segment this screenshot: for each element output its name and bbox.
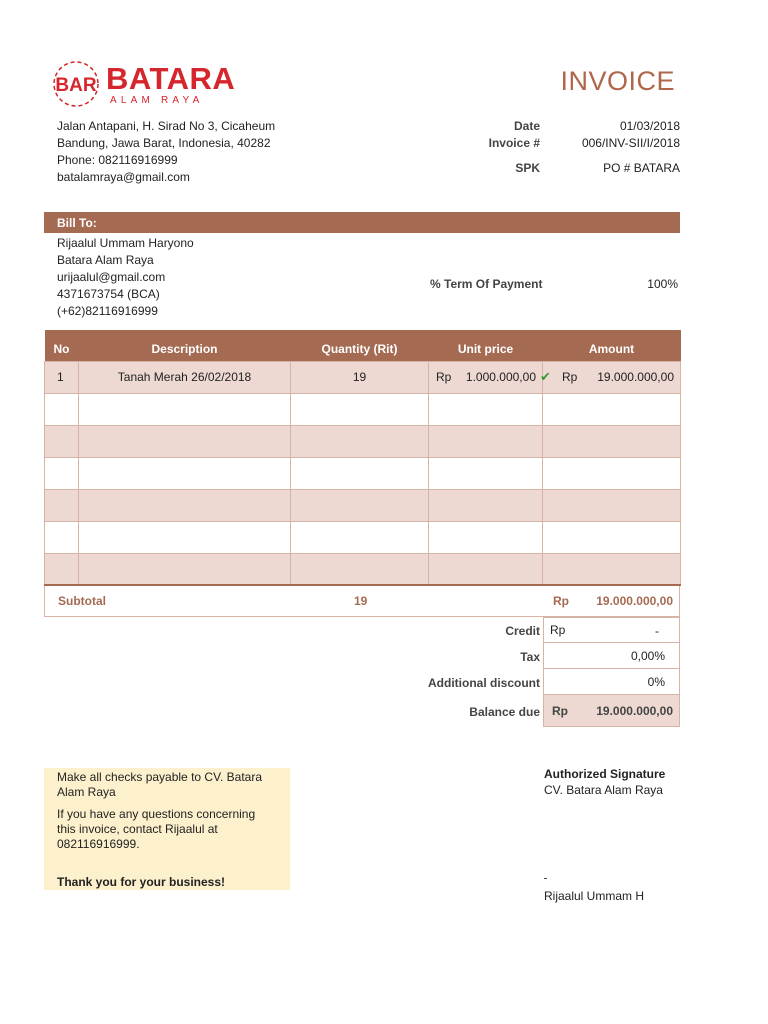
bill-to-company: Batara Alam Raya: [57, 253, 154, 267]
signature-line: [544, 878, 547, 879]
row-unit-price: [429, 361, 543, 393]
date-value: 01/03/2018: [619, 119, 680, 133]
tax-value: 0,00%: [630, 649, 665, 663]
company-email: batalamraya@gmail.com: [57, 170, 190, 184]
table-row-empty: [45, 521, 681, 553]
discount-box: [543, 669, 680, 695]
currency-symbol: Rp: [436, 369, 452, 384]
company-logo: [52, 60, 242, 112]
subtotal-amount: 19.000.000,00: [596, 594, 673, 608]
row-amount: [540, 361, 681, 393]
bill-to-details: [57, 235, 194, 320]
items-table: [44, 330, 681, 586]
unit-price-value: 1.000.000,00: [465, 369, 536, 384]
credit-label: Credit: [505, 624, 540, 638]
balance-currency: Rp: [552, 704, 568, 718]
company-logo-mark-icon: [52, 60, 100, 108]
header-unit-price: Unit price: [429, 330, 543, 361]
bill-to-name: Rijaalul Ummam Haryono: [57, 236, 194, 250]
signer-name: Rijaalul Ummam H: [544, 889, 645, 903]
signature-block: [544, 766, 665, 798]
bill-to-email: urijaalul@gmail.com: [57, 270, 166, 284]
invoice-title: INVOICE: [560, 66, 675, 96]
bill-to-heading: Bill To:: [44, 212, 680, 233]
company-address-line: Jalan Antapani, H. Sirad No 3, Cicaheum: [57, 119, 276, 133]
spk-label: SPK: [515, 161, 540, 175]
row-description: Tanah Merah 26/02/2018: [79, 361, 291, 393]
table-row-empty: [45, 457, 681, 489]
header-description: Description: [79, 330, 291, 361]
table-row-empty: [45, 425, 681, 457]
amount-value: 19.000.000,00: [597, 369, 674, 384]
header-quantity: Quantity (Rit): [291, 330, 429, 361]
questions-note: If you have any questions concerning this invoice, contact Rijaalul at 082116916999.: [57, 807, 256, 851]
table-row-empty: [45, 393, 681, 425]
checkmark-icon: ✔: [540, 368, 551, 384]
row-quantity: 19: [291, 361, 429, 393]
table-row-empty: [45, 489, 681, 521]
table-header-row: [45, 330, 681, 361]
checks-note: Make all checks payable to CV. Batara Alam Raya: [57, 770, 263, 799]
discount-value: 0%: [647, 675, 665, 689]
signature-company: CV. Batara Alam Raya: [544, 783, 663, 797]
currency-symbol: Rp: [562, 369, 578, 384]
svg-text:BAR: BAR: [55, 75, 97, 96]
balance-label: Balance due: [469, 705, 540, 719]
invoice-number-value: 006/INV-SII/I/2018: [581, 136, 680, 150]
totals-block: [420, 617, 680, 727]
tax-label: Tax: [520, 650, 540, 664]
tax-box: [543, 643, 680, 669]
row-no: 1: [45, 361, 79, 393]
spk-value: PO # BATARA: [603, 161, 680, 175]
company-address: [57, 118, 275, 186]
term-of-payment-value: 100%: [647, 277, 678, 291]
invoice-meta: [430, 118, 680, 177]
credit-row: [420, 617, 680, 643]
signature-title: Authorized Signature: [544, 767, 666, 781]
subtotal-row: [44, 586, 680, 617]
invoice-number-label: Invoice #: [488, 136, 540, 150]
bill-to-account: 4371673754 (BCA): [57, 287, 160, 301]
discount-label: Additional discount: [428, 676, 540, 690]
subtotal-currency: Rp: [553, 594, 569, 608]
balance-value: 19.000.000,00: [596, 704, 673, 718]
credit-box: [543, 617, 680, 643]
subtotal-label: Subtotal: [58, 594, 106, 608]
company-phone: Phone: 082116916999: [57, 153, 178, 167]
table-row-empty: [45, 553, 681, 585]
discount-row: [420, 669, 680, 695]
credit-currency: Rp: [550, 623, 566, 637]
date-row: [430, 118, 680, 135]
date-label: Date: [513, 119, 540, 133]
logo-subtext: ALAM RAYA: [110, 95, 204, 106]
credit-value: -: [655, 624, 659, 638]
term-of-payment-label: % Term Of Payment: [430, 277, 543, 291]
bill-to-phone: (+62)82116916999: [57, 304, 158, 318]
invoice-number-row: [430, 135, 680, 152]
thanks-note: Thank you for your business!: [57, 875, 226, 889]
tax-row: [420, 643, 680, 669]
spk-row: [430, 160, 680, 177]
header-amount: Amount: [543, 330, 681, 361]
balance-row: [420, 695, 680, 727]
company-address-line: Bandung, Jawa Barat, Indonesia, 40282: [57, 136, 271, 150]
payment-notes: [44, 768, 290, 890]
header-no: No: [45, 330, 79, 361]
balance-box: [543, 695, 680, 727]
table-row: [45, 361, 681, 393]
logo-text: BATARA: [106, 61, 236, 96]
subtotal-quantity: 19: [354, 594, 368, 608]
